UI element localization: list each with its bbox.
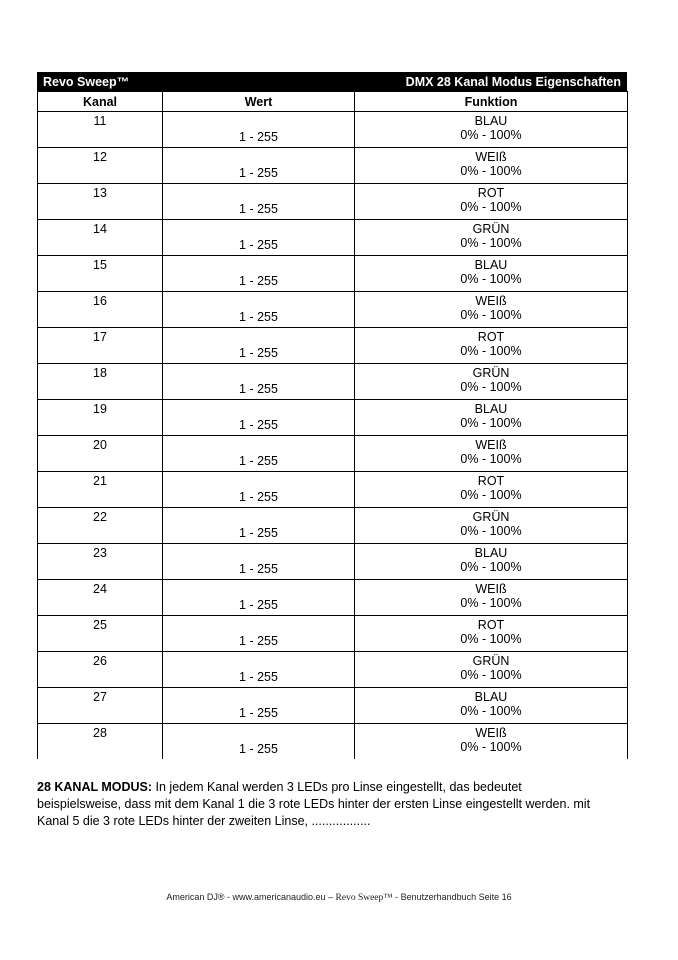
function-color: ROT: [477, 186, 505, 200]
cell-wert: [163, 508, 355, 544]
dmx-value-range: 1 - 255: [239, 346, 278, 360]
channel-number: 22: [93, 510, 107, 524]
cell-kanal: [38, 688, 163, 724]
function-range: 0% - 100%: [460, 740, 522, 754]
function-color: BLAU: [474, 690, 508, 704]
channel-number: 19: [93, 402, 107, 416]
cell-funktion: [355, 508, 628, 544]
product-name: Revo Sweep™: [43, 74, 130, 89]
cell-kanal: [38, 724, 163, 760]
channel-number: 24: [93, 582, 107, 596]
function-range: 0% - 100%: [460, 380, 522, 394]
function-color: BLAU: [474, 258, 508, 272]
function-color: WEIß: [475, 726, 507, 740]
cell-wert: [163, 112, 355, 148]
cell-funktion: [355, 544, 628, 580]
channel-number: 11: [93, 114, 107, 128]
cell-funktion: [355, 220, 628, 256]
function-range: 0% - 100%: [460, 308, 522, 322]
cell-wert: [163, 472, 355, 508]
function-color: GRÜN: [472, 366, 510, 380]
cell-kanal: [38, 256, 163, 292]
cell-kanal: [38, 436, 163, 472]
dmx-value-range: 1 - 255: [239, 382, 278, 396]
function-range: 0% - 100%: [460, 236, 522, 250]
cell-funktion: [355, 436, 628, 472]
function-color: GRÜN: [472, 510, 510, 524]
table-row: [38, 256, 628, 292]
cell-funktion: [355, 184, 628, 220]
channel-number: 28: [93, 726, 107, 740]
header-wert: Wert: [163, 92, 355, 112]
dmx-value-range: 1 - 255: [239, 634, 278, 648]
channel-number: 23: [93, 546, 107, 560]
channel-number: 25: [93, 618, 107, 632]
cell-wert: [163, 580, 355, 616]
function-range: 0% - 100%: [460, 128, 522, 142]
channel-number: 15: [93, 258, 107, 272]
channel-grid: [37, 91, 628, 759]
cell-funktion: [355, 256, 628, 292]
header-kanal: Kanal: [38, 92, 163, 112]
dmx-value-range: 1 - 255: [239, 130, 278, 144]
cell-kanal: [38, 184, 163, 220]
function-range: 0% - 100%: [460, 524, 522, 538]
cell-wert: [163, 328, 355, 364]
table-title: DMX 28 Kanal Modus Eigenschaften: [405, 74, 621, 89]
function-range: 0% - 100%: [460, 200, 522, 214]
cell-kanal: [38, 112, 163, 148]
cell-funktion: [355, 580, 628, 616]
cell-wert: [163, 220, 355, 256]
channel-number: 26: [93, 654, 107, 668]
footer-product: Revo Sweep™: [335, 893, 393, 903]
dmx-value-range: 1 - 255: [239, 454, 278, 468]
function-range: 0% - 100%: [460, 488, 522, 502]
table-row: [38, 184, 628, 220]
cell-wert: [163, 652, 355, 688]
cell-funktion: [355, 688, 628, 724]
cell-wert: [163, 544, 355, 580]
table-title-bar: [37, 72, 627, 91]
dmx-value-range: 1 - 255: [239, 706, 278, 720]
function-color: ROT: [477, 330, 505, 344]
function-range: 0% - 100%: [460, 272, 522, 286]
cell-kanal: [38, 652, 163, 688]
cell-kanal: [38, 508, 163, 544]
cell-wert: [163, 256, 355, 292]
dmx-value-range: 1 - 255: [239, 418, 278, 432]
cell-funktion: [355, 616, 628, 652]
function-color: GRÜN: [472, 654, 510, 668]
dmx-value-range: 1 - 255: [239, 742, 278, 756]
cell-funktion: [355, 652, 628, 688]
page-footer: [0, 892, 678, 903]
cell-wert: [163, 616, 355, 652]
dmx-channel-table: [37, 72, 627, 759]
channel-number: 27: [93, 690, 107, 704]
function-color: BLAU: [474, 114, 508, 128]
function-range: 0% - 100%: [460, 632, 522, 646]
channel-number: 17: [93, 330, 107, 344]
description-text: In jedem Kanal werden 3 LEDs pro Linse eingestellt, das bedeutet beispielsweise, dass mit dem Kanal 1 die 3 rote LEDs hinter der ersten Linse eingestellt werden. mit Kanal 5 die 3 rote LEDs hinter der zweiten Linse, .................: [37, 780, 591, 828]
dmx-value-range: 1 - 255: [239, 310, 278, 324]
function-color: ROT: [477, 618, 505, 632]
dmx-value-range: 1 - 255: [239, 670, 278, 684]
cell-wert: [163, 184, 355, 220]
cell-wert: [163, 364, 355, 400]
dmx-value-range: 1 - 255: [239, 202, 278, 216]
cell-kanal: [38, 220, 163, 256]
function-color: GRÜN: [472, 222, 510, 236]
dmx-value-range: 1 - 255: [239, 526, 278, 540]
channel-number: 12: [93, 150, 107, 164]
function-range: 0% - 100%: [460, 596, 522, 610]
dmx-value-range: 1 - 255: [239, 490, 278, 504]
table-row: [38, 292, 628, 328]
cell-wert: [163, 688, 355, 724]
channel-number: 20: [93, 438, 107, 452]
function-range: 0% - 100%: [460, 344, 522, 358]
table-row: [38, 400, 628, 436]
dmx-value-range: 1 - 255: [239, 562, 278, 576]
cell-funktion: [355, 724, 628, 760]
header-funktion: Funktion: [355, 92, 628, 112]
table-row: [38, 148, 628, 184]
table-row: [38, 688, 628, 724]
table-row: [38, 328, 628, 364]
table-row: [38, 616, 628, 652]
table-row: [38, 544, 628, 580]
function-color: BLAU: [474, 402, 508, 416]
cell-kanal: [38, 328, 163, 364]
cell-funktion: [355, 472, 628, 508]
cell-kanal: [38, 292, 163, 328]
description-lead: 28 KANAL MODUS:: [37, 780, 153, 794]
cell-kanal: [38, 400, 163, 436]
dmx-value-range: 1 - 255: [239, 238, 278, 252]
cell-kanal: [38, 580, 163, 616]
cell-wert: [163, 292, 355, 328]
dmx-value-range: 1 - 255: [239, 598, 278, 612]
function-range: 0% - 100%: [460, 416, 522, 430]
table-row: [38, 436, 628, 472]
cell-funktion: [355, 400, 628, 436]
cell-wert: [163, 400, 355, 436]
table-row: [38, 652, 628, 688]
mode-description: [37, 779, 597, 830]
footer-page: - Benutzerhandbuch Seite 16: [392, 892, 512, 902]
table-row: [38, 364, 628, 400]
cell-wert: [163, 148, 355, 184]
table-row: [38, 508, 628, 544]
function-range: 0% - 100%: [460, 164, 522, 178]
function-range: 0% - 100%: [460, 668, 522, 682]
channel-number: 16: [93, 294, 107, 308]
function-color: BLAU: [474, 546, 508, 560]
cell-funktion: [355, 112, 628, 148]
cell-kanal: [38, 544, 163, 580]
cell-funktion: [355, 364, 628, 400]
table-body: [38, 112, 628, 760]
function-range: 0% - 100%: [460, 704, 522, 718]
table-row: [38, 580, 628, 616]
table-row: [38, 112, 628, 148]
cell-kanal: [38, 472, 163, 508]
function-color: ROT: [477, 474, 505, 488]
function-range: 0% - 100%: [460, 560, 522, 574]
channel-number: 14: [93, 222, 107, 236]
function-color: WEIß: [475, 150, 507, 164]
cell-wert: [163, 724, 355, 760]
function-color: WEIß: [475, 582, 507, 596]
footer-publisher: American DJ® - www.americanaudio.eu –: [166, 892, 336, 902]
cell-funktion: [355, 148, 628, 184]
channel-number: 21: [93, 474, 107, 488]
table-row: [38, 472, 628, 508]
channel-number: 13: [93, 186, 107, 200]
function-color: WEIß: [475, 294, 507, 308]
dmx-value-range: 1 - 255: [239, 166, 278, 180]
table-row: [38, 724, 628, 760]
dmx-value-range: 1 - 255: [239, 274, 278, 288]
cell-wert: [163, 436, 355, 472]
function-color: WEIß: [475, 438, 507, 452]
header-row: [38, 92, 628, 112]
table-row: [38, 220, 628, 256]
cell-kanal: [38, 148, 163, 184]
cell-kanal: [38, 616, 163, 652]
function-range: 0% - 100%: [460, 452, 522, 466]
cell-funktion: [355, 292, 628, 328]
cell-kanal: [38, 364, 163, 400]
cell-funktion: [355, 328, 628, 364]
channel-number: 18: [93, 366, 107, 380]
